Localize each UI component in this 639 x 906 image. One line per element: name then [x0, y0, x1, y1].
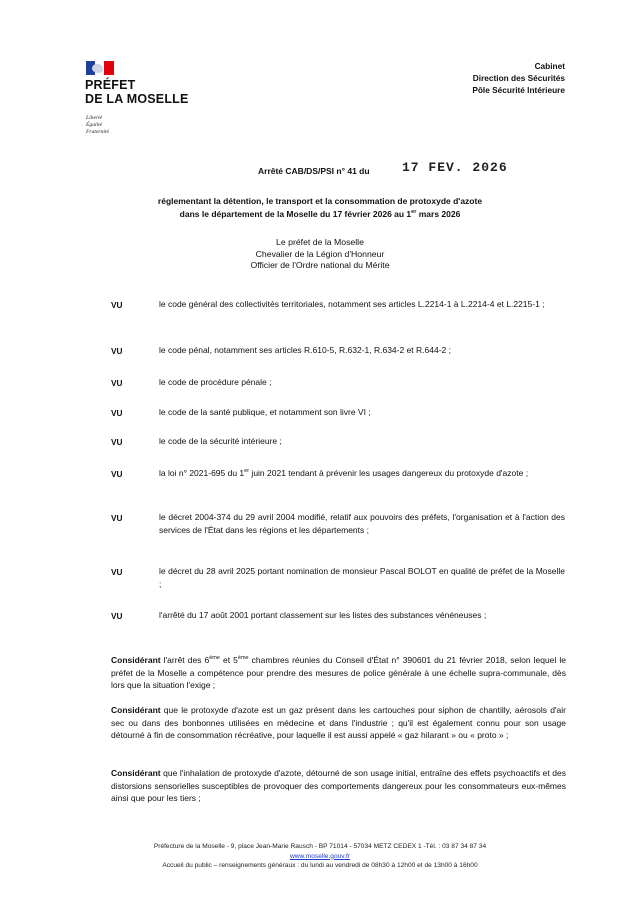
date-stamp: 17 FEV. 2026 — [402, 160, 508, 175]
vu-item: la loi n° 2021-695 du 1er juin 2021 tendant à prévenir les usages dangereux du protoxyde d'azote ; — [159, 468, 529, 478]
marianne-logo — [86, 61, 114, 75]
vu-label: VU — [111, 408, 123, 418]
footer-hours: Accueil du public – renseignements généraux : du lundi au vendredi de 08h30 à 12h00 et de 13h00 à 16h00 — [162, 862, 478, 869]
republic-motto: Liberté Égalité Fraternité — [86, 115, 109, 135]
vu-item: le décret du 28 avril 2025 portant nomination de monsieur Pascal BOLOT en qualité de préfet de la Moselle ; — [159, 566, 565, 589]
vu-label: VU — [111, 469, 123, 479]
vu-item: le décret 2004-374 du 29 avril 2004 modifié, relatif aux pouvoirs des préfets, l'organisation et à l'action des services de l'État dans les régions et les départements ; — [159, 512, 565, 535]
arrete-subject: réglementant la détention, le transport et la consommation de protoxyde d'azote dans le département de la Moselle du 17 février 2026 au 1er mars 2026 — [157, 196, 483, 219]
arrete-number: Arrêté CAB/DS/PSI n° 41 du — [258, 166, 370, 176]
vu-label: VU — [111, 300, 123, 310]
vu-label: VU — [111, 513, 123, 523]
prefet-titles: Le préfet de la Moselle Chevalier de la Légion d'Honneur Officier de l'Ordre national du Mérite — [250, 237, 390, 270]
vu-item: l'arrêté du 17 août 2001 portant classement sur les listes des substances vénéneuses ; — [159, 610, 487, 620]
vu-item: le code de la santé publique, et notamment son livre VI ; — [159, 407, 371, 417]
vu-label: VU — [111, 346, 123, 356]
considerant-paragraph: Considérant que le protoxyde d'azote est un gaz présent dans les cartouches pour siphon de chantilly, aérosols d'air sec ou dans des bonbonnes utilisées en médecine et dans l'industrie ; qu'il est également connu pour son usage détourné à fin de consommation récréative, pour laquelle il est aussi appelé « gaz hilarant » ou « proto » ; — [111, 705, 566, 740]
vu-item: le code pénal, notamment ses articles R.610-5, R.632-1, R.634-2 et R.644-2 ; — [159, 345, 451, 355]
vu-item: le code de la sécurité intérieure ; — [159, 436, 282, 446]
footer — [60, 842, 580, 871]
footer-address: Préfecture de la Moselle - 9, place Jean-Marie Rausch - BP 71014 - 57034 METZ CEDEX 1 -Tél. : 03 87 34 87 34 — [153, 843, 487, 850]
vu-label: VU — [111, 378, 123, 388]
website-link[interactable]: www.moselle.gouv.fr — [290, 852, 350, 860]
vu-label: VU — [111, 611, 123, 621]
vu-item: le code général des collectivités territoriales, notamment ses articles L.2214-1 à L.2214-4 et L.2215-1 ; — [159, 299, 545, 309]
vu-label: VU — [111, 567, 123, 577]
considerant-paragraph: Considérant que l'inhalation de protoxyde d'azote, détourné de son usage initial, entraîne des effets psychoactifs et des distorsions sensorielles susceptibles de provoquer des comportements dangereux pour les consommateurs eux-mêmes ainsi que pour les tiers ; — [111, 768, 566, 803]
vu-item: le code de procédure pénale ; — [159, 377, 272, 387]
prefet-title: PRÉFET DE LA MOSELLE — [85, 78, 189, 106]
office-header: Cabinet Direction des Sécurités Pôle Sécurité Intérieure — [472, 61, 565, 95]
vu-label: VU — [111, 437, 123, 447]
considerant-paragraph: Considérant l'arrêt des 6ème et 5ème chambres réunies du Conseil d'État n° 390601 du 21 février 2018, selon lequel le préfet de la Moselle a compétence pour prendre des mesures de police générale à une échelle supra-communale, dès lors que la situation l'exige ; — [111, 655, 566, 690]
